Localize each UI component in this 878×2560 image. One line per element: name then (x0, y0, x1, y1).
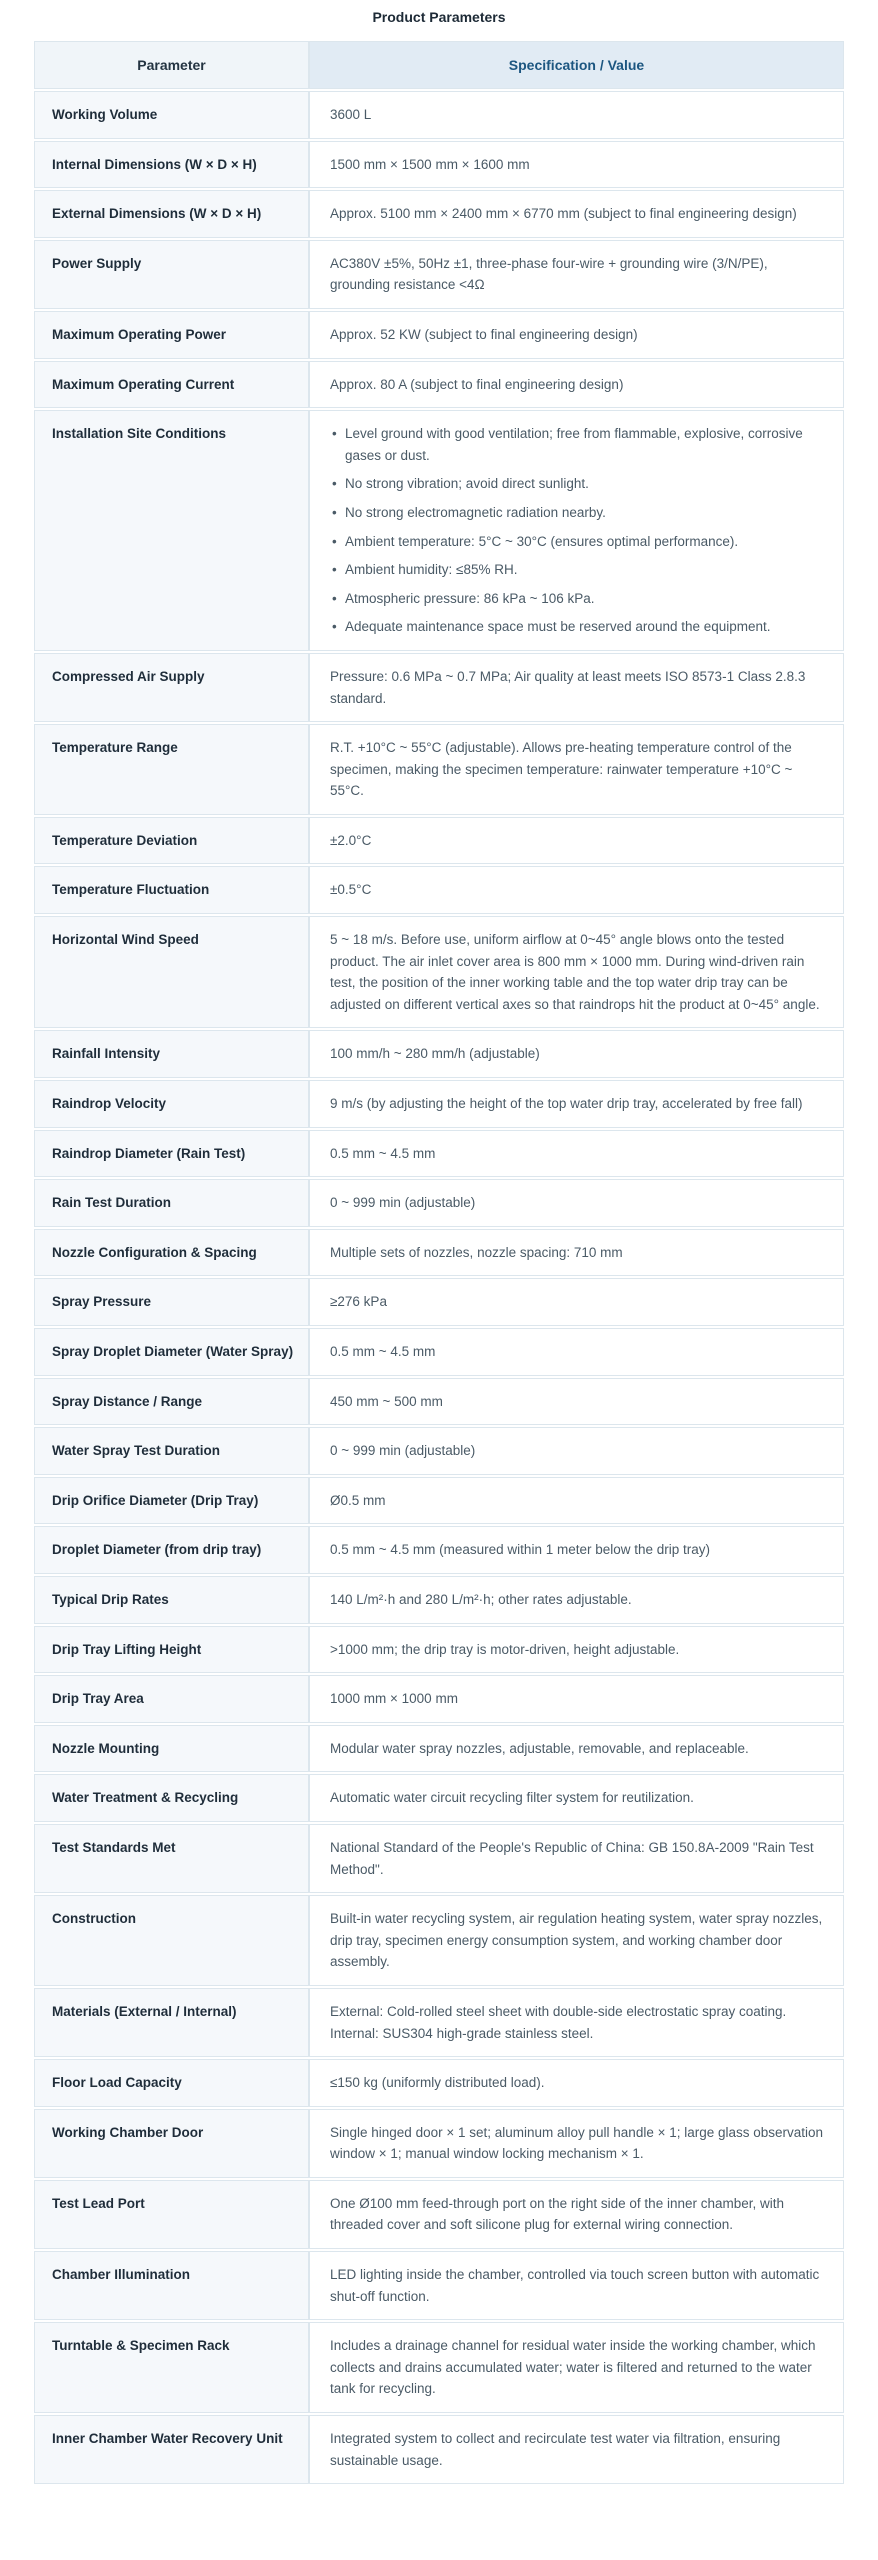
specification-value-cell: Pressure: 0.6 MPa ~ 0.7 MPa; Air quality at least meets ISO 8573-1 Class 2.8.3 standard. (309, 653, 844, 722)
parameter-name-cell: Horizontal Wind Speed (34, 916, 309, 1028)
parameter-name-cell: Inner Chamber Water Recovery Unit (34, 2415, 309, 2484)
table-row (34, 141, 844, 189)
bullet-item: • Adequate maintenance space must be reserved around the equipment. (330, 616, 825, 638)
specification-value-cell: Multiple sets of nozzles, nozzle spacing: 710 mm (309, 1229, 844, 1277)
specification-value-cell: 9 m/s (by adjusting the height of the top water drip tray, accelerated by free fall) (309, 1080, 844, 1128)
bullet-item: • Atmospheric pressure: 86 kPa ~ 106 kPa. (330, 588, 825, 610)
specification-value-cell: 100 mm/h ~ 280 mm/h (adjustable) (309, 1030, 844, 1078)
bullet-item: • No strong vibration; avoid direct sunlight. (330, 473, 825, 495)
specification-value-cell: R.T. +10°C ~ 55°C (adjustable). Allows pre-heating temperature control of the specimen, making the specimen temperature: rainwater temperature +10°C ~ 55°C. (309, 724, 844, 815)
parameter-name-cell: Raindrop Diameter (Rain Test) (34, 1130, 309, 1178)
table-row (34, 2251, 844, 2320)
parameter-name-cell: Spray Pressure (34, 1278, 309, 1326)
table-row (34, 1179, 844, 1227)
parameter-name-cell: Nozzle Configuration & Spacing (34, 1229, 309, 1277)
parameter-name-cell: Spray Droplet Diameter (Water Spray) (34, 1328, 309, 1376)
table-row (34, 311, 844, 359)
parameter-name-cell: Installation Site Conditions (34, 410, 309, 651)
specification-value-cell: ±0.5°C (309, 866, 844, 914)
table-row (34, 190, 844, 238)
specification-value-cell: Integrated system to collect and recirculate test water via filtration, ensuring sustainable usage. (309, 2415, 844, 2484)
parameter-name-cell: Compressed Air Supply (34, 653, 309, 722)
specification-value-cell: Built-in water recycling system, air regulation heating system, water spray nozzles, drip tray, specimen energy consumption system, and working chamber door assembly. (309, 1895, 844, 1986)
specification-value-cell: One Ø100 mm feed-through port on the right side of the inner chamber, with threaded cover and soft silicone plug for external wiring connection. (309, 2180, 844, 2249)
table-row (34, 1824, 844, 1893)
column-header-parameter: Parameter (34, 41, 309, 89)
specification-value-cell: 5 ~ 18 m/s. Before use, uniform airflow at 0~45° angle blows onto the tested product. The air inlet cover area is 800 mm × 1000 mm. During wind-driven rain test, the position of the inner working table and the top water drip tray can be adjusted on different vertical axes so that raindrops hit the product at 0~45° angle. (309, 916, 844, 1028)
parameter-name-cell: Rainfall Intensity (34, 1030, 309, 1078)
specification-value-cell: Approx. 52 KW (subject to final engineering design) (309, 311, 844, 359)
parameter-name-cell: Turntable & Specimen Rack (34, 2322, 309, 2413)
specification-value-cell: Ø0.5 mm (309, 1477, 844, 1525)
specification-value-cell: ±2.0°C (309, 817, 844, 865)
bullet-list (330, 423, 825, 638)
specification-value-cell: ≥276 kPa (309, 1278, 844, 1326)
table-header-row (34, 41, 844, 89)
table-row (34, 2415, 844, 2484)
table-row (34, 866, 844, 914)
specification-value-cell: 3600 L (309, 91, 844, 139)
table-row (34, 1378, 844, 1426)
table-row (34, 1626, 844, 1674)
table-row (34, 1030, 844, 1078)
specification-value-cell: 0 ~ 999 min (adjustable) (309, 1427, 844, 1475)
parameter-name-cell: Working Volume (34, 91, 309, 139)
specification-value-cell: 450 mm ~ 500 mm (309, 1378, 844, 1426)
parameter-name-cell: Maximum Operating Power (34, 311, 309, 359)
parameter-name-cell: Typical Drip Rates (34, 1576, 309, 1624)
table-row (34, 653, 844, 722)
table-row (34, 1526, 844, 1574)
table-row (34, 916, 844, 1028)
table-row (34, 1576, 844, 1624)
specification-value-cell: 140 L/m²·h and 280 L/m²·h; other rates adjustable. (309, 1576, 844, 1624)
table-row (34, 1725, 844, 1773)
parameter-name-cell: Test Standards Met (34, 1824, 309, 1893)
parameter-name-cell: Power Supply (34, 240, 309, 309)
parameter-name-cell: Water Spray Test Duration (34, 1427, 309, 1475)
specification-value-cell: 0.5 mm ~ 4.5 mm (309, 1328, 844, 1376)
parameter-name-cell: Water Treatment & Recycling (34, 1774, 309, 1822)
specification-value-cell: >1000 mm; the drip tray is motor-driven, height adjustable. (309, 1626, 844, 1674)
specification-value-cell: External: Cold-rolled steel sheet with double-side electrostatic spray coating. Internal: SUS304 high-grade stainless steel. (309, 1988, 844, 2057)
table-row (34, 1328, 844, 1376)
table-row (34, 1427, 844, 1475)
parameter-name-cell: Temperature Deviation (34, 817, 309, 865)
table-row (34, 240, 844, 309)
specification-value-cell: Automatic water circuit recycling filter system for reutilization. (309, 1774, 844, 1822)
table-row (34, 91, 844, 139)
specification-value-cell: National Standard of the People's Republic of China: GB 150.8A-2009 "Rain Test Method". (309, 1824, 844, 1893)
bullet-item: • Ambient temperature: 5°C ~ 30°C (ensures optimal performance). (330, 531, 825, 553)
parameter-name-cell: Internal Dimensions (W × D × H) (34, 141, 309, 189)
parameter-name-cell: Temperature Fluctuation (34, 866, 309, 914)
column-header-specification-value: Specification / Value (309, 41, 844, 89)
table-row (34, 1278, 844, 1326)
table-row (34, 361, 844, 409)
parameter-name-cell: Working Chamber Door (34, 2109, 309, 2178)
parameter-name-cell: Construction (34, 1895, 309, 1986)
specification-value-cell: ≤150 kg (uniformly distributed load). (309, 2059, 844, 2107)
parameter-name-cell: Drip Tray Lifting Height (34, 1626, 309, 1674)
parameter-name-cell: Test Lead Port (34, 2180, 309, 2249)
parameter-name-cell: Nozzle Mounting (34, 1725, 309, 1773)
parameter-name-cell: Drip Tray Area (34, 1675, 309, 1723)
parameter-name-cell: Temperature Range (34, 724, 309, 815)
parameter-name-cell: Raindrop Velocity (34, 1080, 309, 1128)
specification-value-cell: Modular water spray nozzles, adjustable, removable, and replaceable. (309, 1725, 844, 1773)
specification-value-cell: Approx. 5100 mm × 2400 mm × 6770 mm (subject to final engineering design) (309, 190, 844, 238)
table-row (34, 1675, 844, 1723)
parameter-name-cell: Droplet Diameter (from drip tray) (34, 1526, 309, 1574)
table-row (34, 410, 844, 651)
specification-value-cell: 0.5 mm ~ 4.5 mm (measured within 1 meter below the drip tray) (309, 1526, 844, 1574)
specification-value-cell: 1000 mm × 1000 mm (309, 1675, 844, 1723)
specification-value-cell: 0 ~ 999 min (adjustable) (309, 1179, 844, 1227)
parameter-name-cell: Floor Load Capacity (34, 2059, 309, 2107)
specification-value-cell: Includes a drainage channel for residual water inside the working chamber, which collects and drains accumulated water; water is filtered and returned to the water tank for recycling. (309, 2322, 844, 2413)
table-row (34, 1988, 844, 2057)
bullet-item: • Level ground with good ventilation; free from flammable, explosive, corrosive gases or dust. (330, 423, 825, 466)
table-row (34, 2180, 844, 2249)
product-parameters-table (34, 39, 844, 2486)
table-row (34, 1477, 844, 1525)
table-row (34, 1895, 844, 1986)
parameter-name-cell: Chamber Illumination (34, 2251, 309, 2320)
table-row (34, 1774, 844, 1822)
parameter-name-cell: Maximum Operating Current (34, 361, 309, 409)
parameter-name-cell: Materials (External / Internal) (34, 1988, 309, 2057)
parameter-name-cell: External Dimensions (W × D × H) (34, 190, 309, 238)
table-row (34, 1130, 844, 1178)
table-row (34, 817, 844, 865)
table-row (34, 1229, 844, 1277)
page-title: Product Parameters (372, 9, 506, 25)
table-row (34, 2059, 844, 2107)
table-body (34, 91, 844, 2484)
parameter-name-cell: Rain Test Duration (34, 1179, 309, 1227)
table-row (34, 2109, 844, 2178)
table-row (34, 2322, 844, 2413)
table-row (34, 1080, 844, 1128)
specification-value-cell: AC380V ±5%, 50Hz ±1, three-phase four-wire + grounding wire (3/N/PE), grounding resistance <4Ω (309, 240, 844, 309)
parameter-name-cell: Spray Distance / Range (34, 1378, 309, 1426)
specification-value-cell: Single hinged door × 1 set; aluminum alloy pull handle × 1; large glass observation window × 1; manual window locking mechanism × 1. (309, 2109, 844, 2178)
bullet-item: • No strong electromagnetic radiation nearby. (330, 502, 825, 524)
bullet-item: • Ambient humidity: ≤85% RH. (330, 559, 825, 581)
specification-value-cell: Approx. 80 A (subject to final engineering design) (309, 361, 844, 409)
parameter-name-cell: Drip Orifice Diameter (Drip Tray) (34, 1477, 309, 1525)
specification-value-cell: 0.5 mm ~ 4.5 mm (309, 1130, 844, 1178)
specification-value-cell (309, 410, 844, 651)
specification-value-cell: 1500 mm × 1500 mm × 1600 mm (309, 141, 844, 189)
table-row (34, 724, 844, 815)
specification-value-cell: LED lighting inside the chamber, controlled via touch screen button with automatic shut-off function. (309, 2251, 844, 2320)
